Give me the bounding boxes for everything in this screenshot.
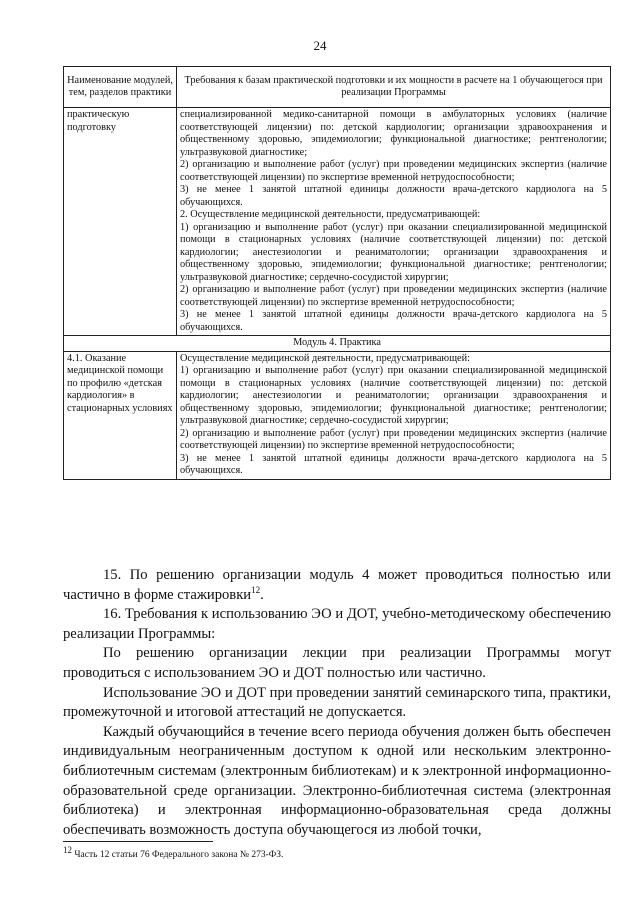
row1-para: 3) не менее 1 занятой штатной единицы должности врача-детского кардиолога на 5 обучающихся. xyxy=(180,309,607,333)
requirements-table xyxy=(63,66,611,480)
paragraph-15-end: . xyxy=(260,586,264,603)
footnote-text: Часть 12 статьи 76 Федерального закона № 273-ФЗ. xyxy=(72,850,284,860)
row2-module-cell: 4.1. Оказание медицинской помощи по профилю «детская кардиология» в стационарных условиях xyxy=(64,351,177,479)
row2-requirements-cell xyxy=(177,351,611,479)
page-number: 24 xyxy=(313,38,327,53)
paragraph-15 xyxy=(63,566,611,605)
footnote-number: 12 xyxy=(63,844,72,855)
row1-requirements-cell xyxy=(177,108,611,336)
module-row xyxy=(64,336,611,352)
table-row xyxy=(64,108,611,336)
footnote-divider xyxy=(63,841,213,842)
table-row xyxy=(64,351,611,479)
row1-module-cell: практическую подготовку xyxy=(64,108,177,336)
row1-para: специализированной медико-санитарной помощи в амбулаторных условиях (наличие соответствующей лицензии) по: детской кардиологии; организации здравоохранения и общественному здоровью, эпидемиологии; функциональной диагностике; рентгенологии; ультразвуковой диагностике; xyxy=(180,109,607,158)
row1-para: 3) не менее 1 занятой штатной единицы должности врача-детского кардиолога на 5 обучающихся. xyxy=(180,184,607,208)
paragraph-15-text: 15. По решению организации модуль 4 может проводиться полностью или частично в форме стажировки xyxy=(63,567,611,603)
row2-para: 1) организацию и выполнение работ (услуг) при оказании специализированной медицинской помощи в стационарных условиях (наличие соответствующей лицензии) по: детской кардиологии; анестезиологии и реаниматологии; организации здравоохранения и общественному здоровью, эпидемиологии; функциональной диагностике; рентгенологии; ультразвуковой диагностике; сердечно-сосудистой хирургии; xyxy=(180,365,607,426)
row1-para: 2. Осуществление медицинской деятельности, предусматривающей: xyxy=(180,209,481,220)
paragraph-19: Каждый обучающийся в течение всего периода обучения должен быть обеспечен индивидуальным неограниченным доступом к одной или нескольким электронно-библиотечным системам (электронным библиотекам) и к электронной информационно-образовательной среде организации. Электронно-библиотечная система (электронная библиотека) и электронная информационно-образовательная среда должны обеспечивать возможность доступа обучающегося из любой точки, xyxy=(63,723,611,838)
footnote xyxy=(63,844,611,861)
paragraph-17: По решению организации лекции при реализации Программы могут проводиться с использованием ЭО и ДОТ полностью или частично. xyxy=(63,645,611,681)
row1-para: 1) организацию и выполнение работ (услуг) при оказании специализированной медицинской помощи в стационарных условиях (наличие соответствующей лицензии) по: детской кардиологии; анестезиологии и реаниматологии; организации здравоохранения и общественному здоровью, эпидемиологии; функциональной диагностике; рентгенологии; ультразвуковой диагностике; сердечно-сосудистой хирургии; xyxy=(180,221,607,283)
row2-para: 3) не менее 1 занятой штатной единицы должности врача-детского кардиолога на 5 обучающихся. xyxy=(180,452,607,476)
header-modules: Наименование модулей, тем, разделов практики xyxy=(64,67,177,108)
row1-para: 2) организацию и выполнение работ (услуг) при проведении медицинских экспертиз (наличие соответствующей лицензии) по экспертизе временной нетрудоспособности; xyxy=(180,159,607,183)
module-title: Модуль 4. Практика xyxy=(64,336,611,352)
paragraph-16: 16. Требования к использованию ЭО и ДОТ, учебно-методическому обеспечению реализации Программы: xyxy=(63,606,611,642)
footnote-ref: 12 xyxy=(251,584,261,595)
table-header-row xyxy=(64,67,611,108)
paragraph-18: Использование ЭО и ДОТ при проведении занятий семинарского типа, практики, промежуточной и итоговой аттестаций не допускается. xyxy=(63,684,611,721)
row2-para: 2) организацию и выполнение работ (услуг) при проведении медицинских экспертиз (наличие соответствующей лицензии) по экспертизе временной нетрудоспособности; xyxy=(180,427,607,451)
row2-para: Осуществление медицинской деятельности, предусматривающей: xyxy=(180,352,470,364)
main-text xyxy=(63,566,611,840)
header-requirements: Требования к базам практической подготовки и их мощности в расчете на 1 обучающегося при реализации Программы xyxy=(177,67,611,108)
row1-para: 2) организацию и выполнение работ (услуг) при проведении медицинских экспертиз (наличие соответствующей лицензии) по экспертизе временной нетрудоспособности; xyxy=(180,284,607,308)
